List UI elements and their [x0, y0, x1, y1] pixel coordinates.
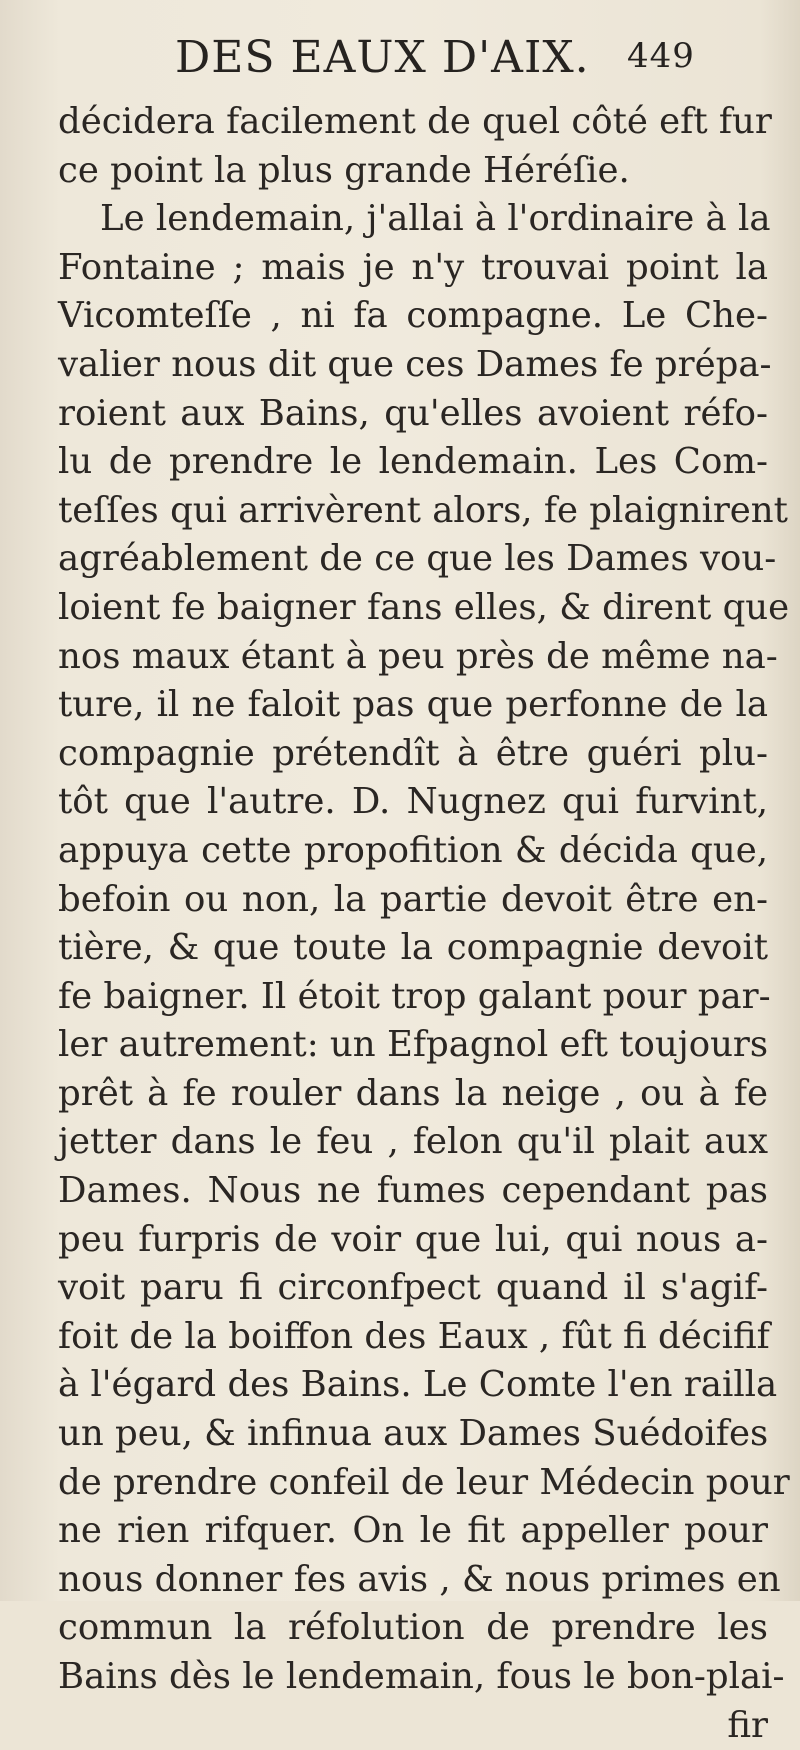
- text-line: jetter dans le feu , felon qu'il plait aux: [58, 1121, 768, 1163]
- text-line: fe baigner. Il étoit trop galant pour par-: [58, 975, 771, 1017]
- text-line: compagnie prétendît à être guéri plu-: [58, 732, 768, 774]
- page-number: 449: [627, 36, 695, 76]
- text-line: nous donner fes avis , & nous primes en: [58, 1558, 781, 1600]
- text-line: lu de prendre le lendemain. Les Com-: [58, 441, 768, 483]
- text-line: ce point la plus grande Héréſie.: [58, 149, 630, 191]
- text-line: Fontaine ; mais je n'y trouvai point la: [58, 246, 768, 288]
- text-line: prêt à fe rouler dans la neige , ou à fe: [58, 1072, 768, 1114]
- text-line: Vicomteſſe , ni fa compagne. Le Che-: [58, 295, 768, 337]
- text-line: appuya cette propofition & décida que,: [58, 829, 768, 871]
- text-line: ture, il ne faloit pas que perfonne de la: [58, 684, 768, 726]
- text-line: décidera facilement de quel côté eft fur: [58, 101, 772, 142]
- text-line: un peu, & infinua aux Dames Suédoifes: [58, 1413, 769, 1455]
- body-text: [58, 98, 790, 1750]
- text-line: ler autrement: un Efpagnol eft toujours: [58, 1024, 769, 1066]
- text-line: voit paru fi circonfpect quand il s'agif-: [58, 1267, 768, 1309]
- text-line: tôt que l'autre. D. Nugnez qui furvint,: [58, 781, 768, 823]
- text-line: roient aux Bains, qu'elles avoient réfo-: [58, 392, 768, 434]
- text-line: teſſes qui arrivèrent alors, fe plaignirent: [58, 489, 788, 531]
- text-line: Dames. Nous ne fumes cependant pas: [58, 1170, 768, 1212]
- text-line: agréablement de ce que les Dames vou-: [58, 538, 777, 580]
- text-line: Bains dès le lendemain, fous le bon-plai-: [58, 1656, 785, 1697]
- catchword: fir: [727, 1704, 768, 1746]
- text-line: valier nous dit que ces Dames fe prépa-: [58, 343, 772, 385]
- text-line: peu furpris de voir que lui, qui nous a-: [58, 1218, 768, 1260]
- page-header: [175, 32, 695, 92]
- text-line: nos maux étant à peu près de même na-: [58, 635, 778, 677]
- text-line: loient fe baigner fans elles, & dirent que: [58, 586, 790, 628]
- text-line: befoin ou non, la partie devoit être en-: [58, 878, 768, 920]
- text-line: de prendre confeil de leur Médecin pour: [58, 1461, 790, 1503]
- text-line: foit de la boiffon des Eaux , fût fi décifif: [58, 1315, 770, 1357]
- text-line: à l'égard des Bains. Le Comte l'en railla: [58, 1364, 778, 1406]
- text-line: tière, & que toute la compagnie devoit: [58, 927, 768, 969]
- text-line: ne rien rifquer. On le fit appeller pour: [58, 1510, 768, 1552]
- running-head: DES EAUX D'AIX.: [175, 32, 590, 83]
- text-line: Le lendemain, j'allai à l'ordinaire à la: [100, 198, 771, 240]
- text-line: commun la réfolution de prendre les: [58, 1607, 768, 1649]
